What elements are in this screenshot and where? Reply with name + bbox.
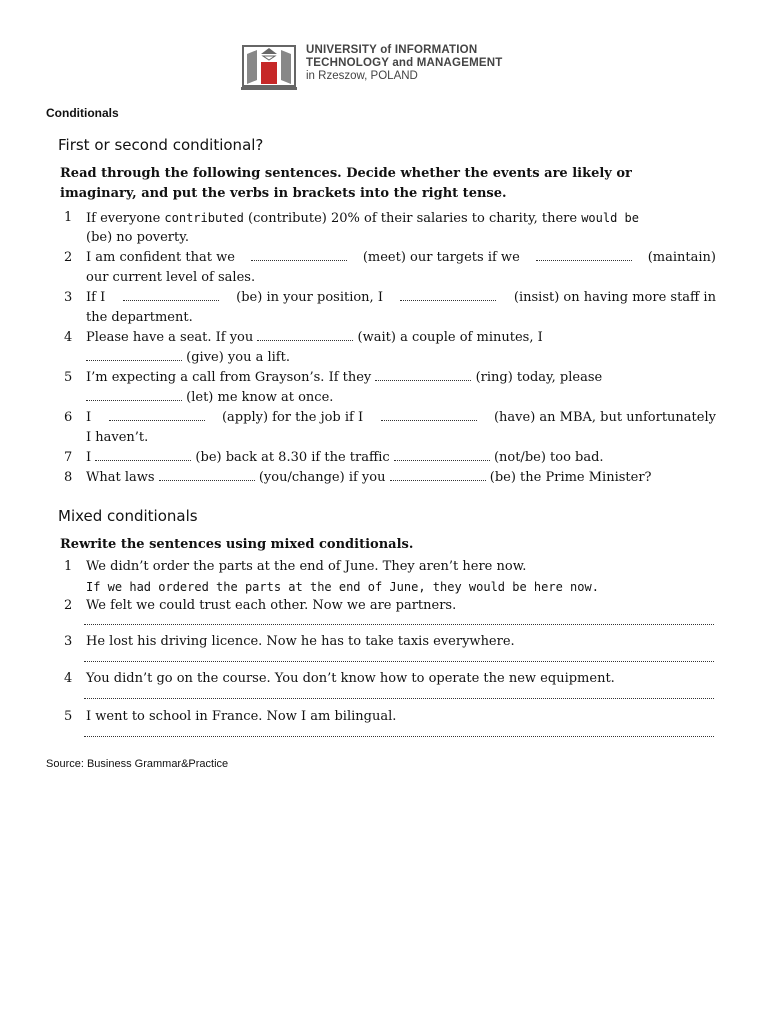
item-text: I [86, 450, 92, 465]
item-text: Please have a seat. If you [86, 330, 254, 345]
exercise1-item [64, 448, 716, 468]
university-header [241, 44, 502, 92]
exercise2-item [64, 632, 716, 652]
item-number: 8 [64, 470, 73, 485]
section2-title: Mixed conditionals [58, 507, 198, 525]
exercise2-item [64, 596, 716, 616]
answer-blank[interactable] [95, 450, 191, 461]
item-text: We didn’t order the parts at the end of June. They aren’t here now. [86, 559, 527, 574]
answer-blank[interactable] [257, 330, 353, 341]
exercise1-item [64, 328, 716, 368]
handwritten-answer: would be [581, 211, 639, 225]
item-text: I’m expecting a call from Grayson’s. If they [86, 370, 372, 385]
item-number: 1 [64, 559, 73, 574]
answer-blank[interactable] [381, 410, 477, 421]
item-number: 4 [64, 671, 73, 686]
item-text: (be) back at 8.30 if the traffic [195, 450, 390, 465]
answer-blank[interactable] [400, 290, 496, 301]
item-text: I [86, 410, 92, 425]
item-number: 5 [64, 370, 73, 385]
exercise1-item [64, 248, 716, 288]
exercise1-item [64, 208, 716, 248]
answer-blank[interactable] [86, 390, 182, 401]
item-text: If everyone [86, 211, 161, 226]
exercise1-item [64, 288, 716, 328]
handwritten-answer: If we had ordered the parts at the end of June, they would be here now. [86, 580, 599, 594]
section2-instruction: Rewrite the sentences using mixed conditionals. [60, 537, 414, 552]
item-text: (be) the Prime Minister? [489, 470, 652, 485]
university-name-line1: UNIVERSITY of INFORMATION [306, 44, 478, 56]
item-number: 2 [64, 250, 73, 265]
item-number: 1 [64, 210, 73, 225]
item-text: I went to school in France. Now I am bilingual. [86, 709, 397, 724]
item-text: (insist) on having more staff in [513, 290, 716, 305]
item-text: (be) in your position, I [236, 290, 383, 305]
university-location: in Rzeszow, POLAND [306, 70, 418, 82]
section1-instruction-line1: Read through the following sentences. Decide whether the events are likely or [60, 166, 632, 181]
answer-line[interactable] [84, 661, 714, 662]
exercise1-item [64, 408, 716, 448]
answer-blank[interactable] [390, 470, 486, 481]
item-text: (have) an MBA, but unfortunately [493, 410, 716, 425]
item-number: 3 [64, 290, 73, 305]
item-text: (maintain) [647, 250, 716, 265]
item-text: We felt we could trust each other. Now we are partners. [86, 598, 457, 613]
exercise2-item [64, 707, 716, 727]
item-text: (ring) today, please [475, 370, 603, 385]
item-text: I haven’t. [86, 430, 149, 445]
item-text: (wait) a couple of minutes, I [357, 330, 543, 345]
university-name-line2: TECHNOLOGY and MANAGEMENT [306, 57, 503, 69]
answer-blank[interactable] [536, 250, 632, 261]
source-note: Source: Business Grammar&Practice [46, 758, 229, 770]
exercise2-item [64, 557, 716, 597]
item-text: (give) you a lift. [186, 350, 290, 365]
university-logo-icon [241, 44, 297, 92]
answer-line[interactable] [84, 698, 714, 699]
item-text: (meet) our targets if we [362, 250, 520, 265]
section1-title: First or second conditional? [58, 136, 264, 154]
answer-blank[interactable] [123, 290, 219, 301]
handwritten-answer: contributed [164, 211, 244, 225]
answer-blank[interactable] [251, 250, 347, 261]
item-text: (contribute) 20% of their salaries to charity, there [248, 211, 578, 226]
answer-line[interactable] [84, 736, 714, 737]
item-text: (be) no poverty. [86, 230, 189, 245]
item-text: (apply) for the job if I [221, 410, 364, 425]
item-text: He lost his driving licence. Now he has to take taxis everywhere. [86, 634, 515, 649]
item-number: 5 [64, 709, 73, 724]
item-text: I am confident that we [86, 250, 235, 265]
answer-blank[interactable] [159, 470, 255, 481]
item-text: (you/change) if you [258, 470, 386, 485]
answer-blank[interactable] [109, 410, 205, 421]
exercise1-item [64, 368, 716, 408]
item-number: 7 [64, 450, 73, 465]
item-number: 6 [64, 410, 73, 425]
answer-blank[interactable] [86, 350, 182, 361]
exercise1-item [64, 468, 716, 488]
doc-title: Conditionals [46, 106, 119, 120]
section1-instruction [60, 164, 632, 204]
item-text: our current level of sales. [86, 270, 256, 285]
item-text: (let) me know at once. [186, 390, 334, 405]
answer-blank[interactable] [394, 450, 490, 461]
item-text: What laws [86, 470, 155, 485]
item-number: 2 [64, 598, 73, 613]
section1-instruction-line2: imaginary, and put the verbs in brackets into the right tense. [60, 186, 507, 201]
answer-blank[interactable] [375, 370, 471, 381]
item-text: the department. [86, 310, 193, 325]
university-name [306, 44, 502, 83]
item-text: (not/be) too bad. [493, 450, 604, 465]
item-number: 3 [64, 634, 73, 649]
item-text: You didn’t go on the course. You don’t know how to operate the new equipment. [86, 671, 615, 686]
item-number: 4 [64, 330, 73, 345]
answer-line[interactable] [84, 624, 714, 625]
item-text: If I [86, 290, 106, 305]
exercise2-item [64, 669, 716, 689]
